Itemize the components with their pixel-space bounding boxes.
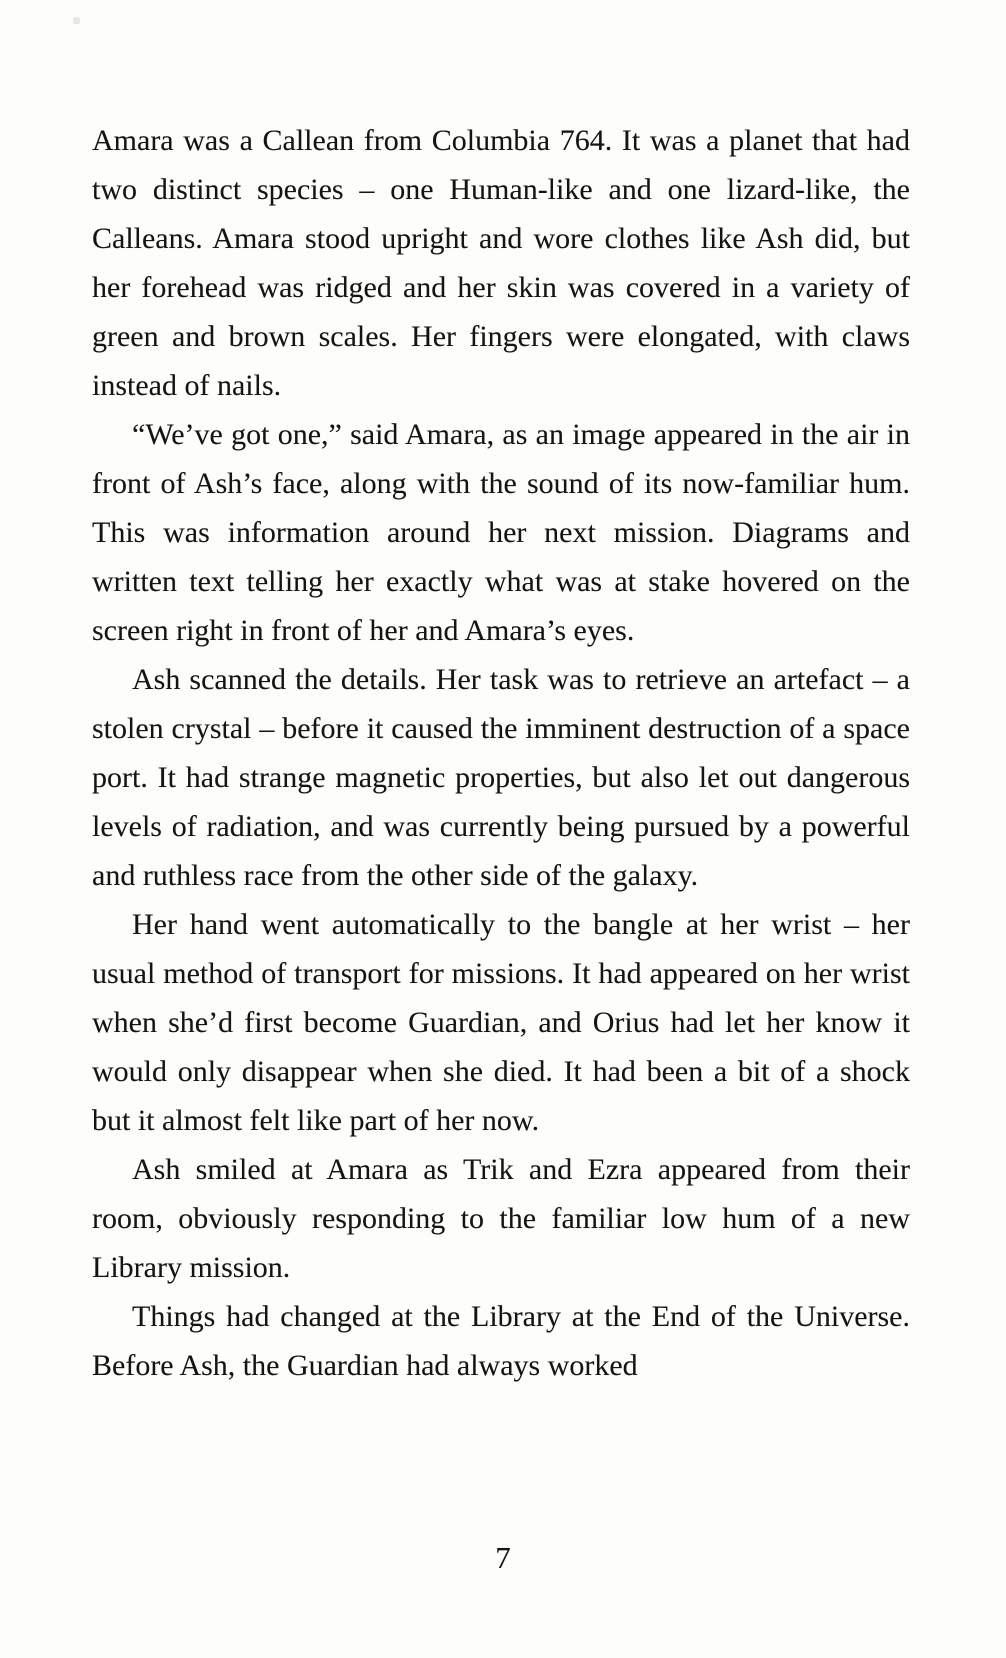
paragraph: “We’ve got one,” said Amara, as an image appeared in the air in front of Ash’s face, along with the sound of its now-familiar hum. This was information around her next mission. Diagrams and written text telling her exactly what was at stake hovered on the screen right in front of her and Amara’s eyes. — [92, 418, 910, 647]
text-block — [92, 116, 910, 1390]
paragraph: Ash scanned the details. Her task was to retrieve an artefact – a stolen crystal – before it caused the imminent destruction of a space port. It had strange magnetic properties, but also let out dangerous levels of radiation, and was currently being pursued by a powerful and ruthless race from the other side of the galaxy. — [92, 663, 910, 892]
paragraph: Amara was a Callean from Columbia 764. It was a planet that had two distinct species – one Human-like and one lizard-like, the Calleans. Amara stood upright and wore clothes like Ash did, but her forehead was ridged and her skin was covered in a variety of green and brown scales. Her fingers were elongated, with claws instead of nails. — [92, 124, 910, 402]
paragraph: Ash smiled at Amara as Trik and Ezra appeared from their room, obviously responding to the familiar low hum of a new Library mission. — [92, 1153, 910, 1284]
paragraph: Her hand went automatically to the bangle at her wrist – her usual method of transport for missions. It had appeared on her wrist when she’d first become Guardian, and Orius had let her know it would only disappear when she died. It had been a bit of a shock but it almost felt like part of her now. — [92, 908, 910, 1137]
paragraph: Things had changed at the Library at the End of the Universe. Before Ash, the Guardian had always worked — [92, 1300, 910, 1382]
page-number: 7 — [495, 1540, 511, 1575]
scan-artifact — [73, 17, 80, 24]
